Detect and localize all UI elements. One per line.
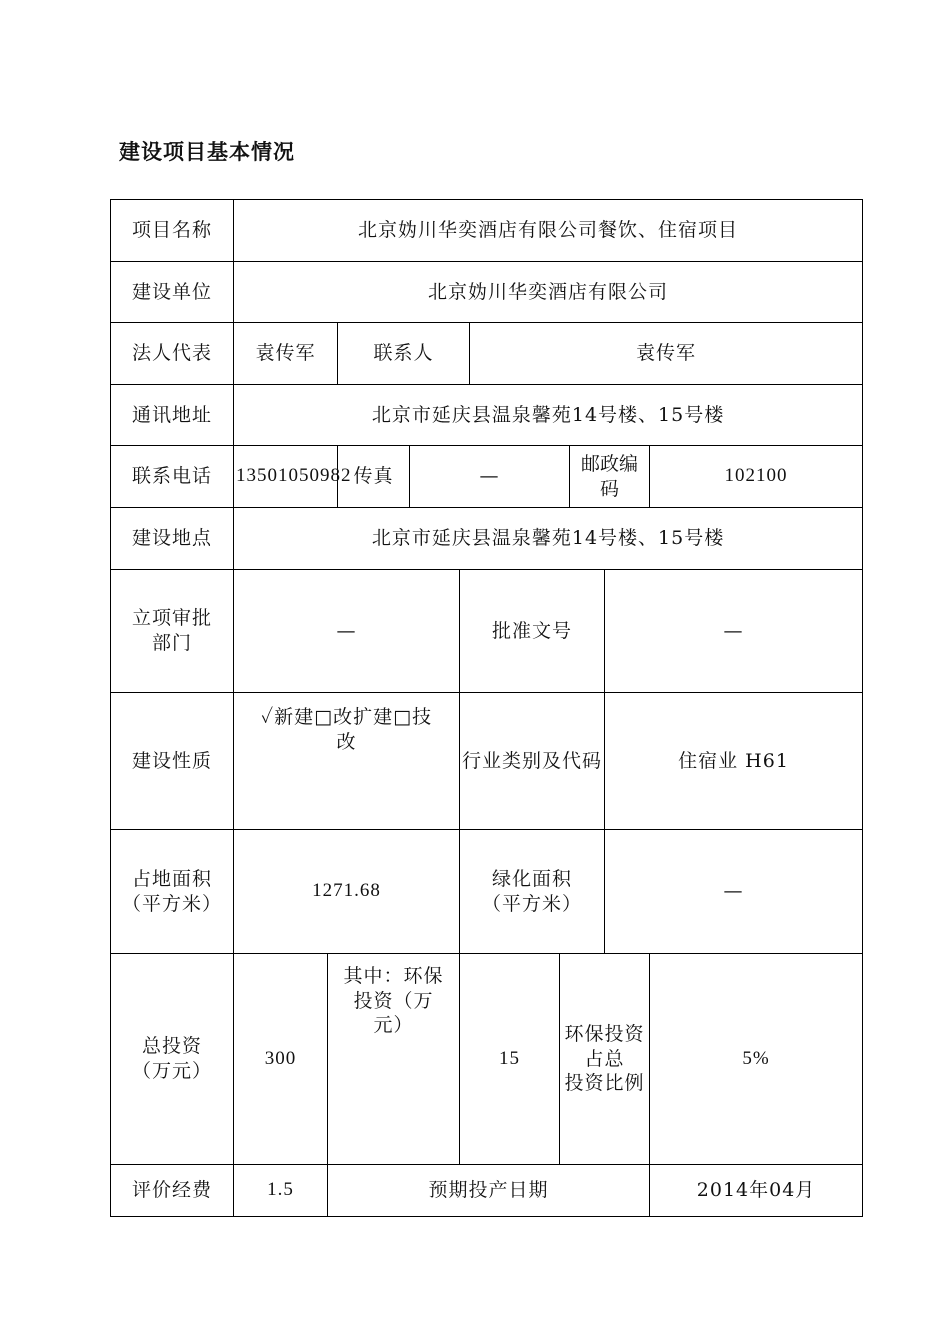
row-address: [111, 385, 863, 446]
env-investment-value: 15: [460, 954, 560, 1165]
eval-label: 评价经费: [111, 1165, 234, 1217]
area-label-line2: （平方米）: [121, 892, 222, 915]
row-nature: [111, 693, 863, 830]
site-label: 建设地点: [111, 508, 234, 570]
area-label: [111, 830, 234, 954]
contact-value: 袁传军: [470, 323, 863, 385]
nature-value-line1: ✓新建□改扩建□技: [260, 706, 433, 728]
green-area-value: —: [605, 830, 863, 954]
site-value: 北京市延庆县温泉馨苑14号楼、15号楼: [234, 508, 863, 570]
row-area: [111, 830, 863, 954]
approval-label: [111, 570, 234, 693]
builder-label: 建设单位: [111, 262, 234, 323]
area-label-line1: 占地面积: [131, 867, 212, 890]
address-label: 通讯地址: [111, 385, 234, 446]
approval-value: —: [234, 570, 460, 693]
project-info-table: [110, 199, 863, 1217]
contact-label: 联系人: [338, 323, 470, 385]
investment-label-line2: （万元）: [131, 1060, 212, 1082]
project-name-label: 项目名称: [111, 200, 234, 262]
row-builder: [111, 262, 863, 323]
area-value: 1271.68: [234, 830, 460, 954]
row-approval: [111, 570, 863, 693]
env-investment-label-line3: 元）: [373, 1014, 414, 1037]
production-date-label: 预期投产日期: [328, 1165, 650, 1217]
section-title: 建设项目基本情况: [119, 140, 295, 164]
builder-value: 北京妫川华奕酒店有限公司: [234, 262, 863, 323]
approval-label-line1: 立项审批: [131, 607, 212, 630]
env-investment-label: [328, 954, 460, 1165]
project-name-value: 北京妫川华奕酒店有限公司餐饮、住宿项目: [234, 200, 863, 262]
row-eval: [111, 1165, 863, 1217]
legal-label: 法人代表: [111, 323, 234, 385]
phone-value: 13501050982: [234, 446, 338, 508]
green-area-label: [460, 830, 605, 954]
postal-value: 102100: [650, 446, 863, 508]
nature-value-line2: 改: [336, 730, 357, 753]
env-investment-label-line1: 其中：环保: [343, 965, 444, 987]
row-site: [111, 508, 863, 570]
address-value: 北京市延庆县温泉馨苑14号楼、15号楼: [234, 385, 863, 446]
legal-value: 袁传军: [234, 323, 338, 385]
approval-label-line2: 部门: [151, 632, 192, 654]
env-ratio-value: 5%: [650, 954, 863, 1165]
investment-label: [111, 954, 234, 1165]
eval-value: 1.5: [234, 1165, 328, 1217]
nature-label: 建设性质: [111, 693, 234, 830]
approval-doc-value: —: [605, 570, 863, 693]
env-investment-label-line2: 投资（万: [353, 989, 434, 1012]
industry-value: 住宿业 H61: [605, 693, 863, 830]
green-area-label-line1: 绿化面积: [491, 867, 572, 890]
env-ratio-label-line2: 投资比例: [564, 1072, 645, 1095]
env-ratio-label-line1: 环保投资占总: [564, 1022, 645, 1070]
production-date-value: 2014年04月: [650, 1165, 863, 1217]
green-area-label-line2: （平方米）: [481, 892, 582, 915]
row-project-name: [111, 200, 863, 262]
phone-label: 联系电话: [111, 446, 234, 508]
investment-label-line1: 总投资: [141, 1035, 202, 1058]
fax-value: —: [410, 446, 570, 508]
investment-value: 300: [234, 954, 328, 1165]
industry-label: 行业类别及代码: [460, 693, 605, 830]
postal-label: 邮政编码: [570, 446, 650, 508]
row-phone: [111, 446, 863, 508]
fax-label: 传真: [338, 446, 410, 508]
row-legal: [111, 323, 863, 385]
approval-doc-label: 批准文号: [460, 570, 605, 693]
row-investment: [111, 954, 863, 1165]
nature-value: [234, 693, 460, 830]
env-ratio-label: [560, 954, 650, 1165]
